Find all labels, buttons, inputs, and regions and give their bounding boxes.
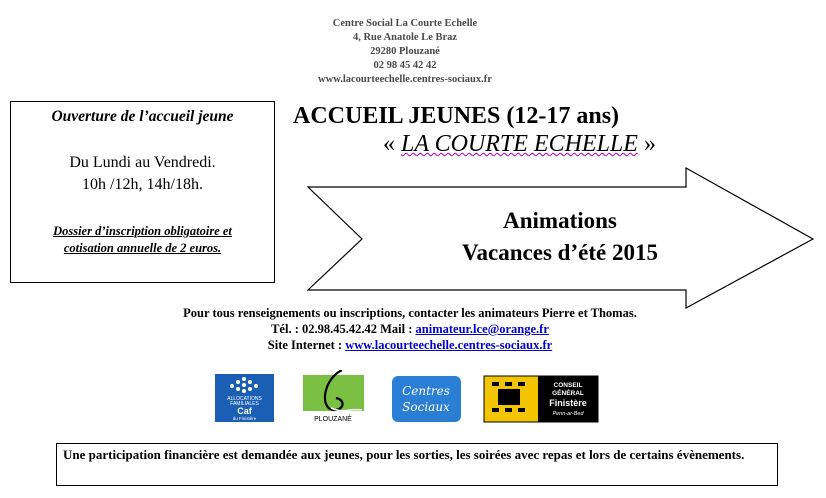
centres-text-2: Sociaux xyxy=(402,400,450,414)
plouzane-text: PLOUZANÉ xyxy=(314,416,352,423)
center-name: LA COURTE ECHELLE xyxy=(401,131,638,157)
tel-mail-label: Tél. : 02.98.45.42.42 Mail : xyxy=(271,322,416,336)
caf-text-2: FAMILIALES xyxy=(230,401,259,407)
org-city: 29280 Plouzané xyxy=(370,46,440,57)
arrow-shape xyxy=(300,165,816,313)
quote-close: » xyxy=(637,131,656,157)
cg-text-4: Penn-ar-Bed xyxy=(552,411,584,417)
page-subtitle xyxy=(383,131,656,158)
contact-site xyxy=(90,337,730,353)
cg-text-3: Finistère xyxy=(549,398,587,408)
opening-hours-title: Ouverture de l’accueil jeune xyxy=(51,108,234,125)
page-title: ACCUEIL JEUNES (12-17 ans) xyxy=(293,103,620,129)
centres-text-1: Centres xyxy=(402,384,450,398)
partner-logos xyxy=(0,370,826,425)
conseil-general-logo xyxy=(484,376,598,422)
email-link[interactable]: animateur.lce@orange.fr xyxy=(415,322,549,336)
caf-logo xyxy=(215,374,274,422)
organization-header xyxy=(250,17,560,87)
cg-text-2: GÉNÉRAL xyxy=(552,390,584,397)
caf-text-name: Caf xyxy=(237,406,252,416)
contact-intro: Pour tous renseignements ou inscriptions, contacter les animateurs Pierre et Thomas. xyxy=(183,306,637,320)
participation-notice xyxy=(56,443,778,486)
org-name: Centre Social La Courte Echelle xyxy=(332,18,478,29)
opening-hours-box xyxy=(10,101,275,283)
quote-open: « xyxy=(383,131,401,157)
caf-text-1: ALLOCATIONS xyxy=(227,396,262,402)
contact-tel-mail xyxy=(90,321,730,337)
cg-text-1: CONSEIL xyxy=(553,382,583,389)
contact-info xyxy=(90,305,730,353)
centres-sociaux-logo xyxy=(392,376,461,422)
registration-note-line1: Dossier d’inscription obligatoire et xyxy=(53,224,232,238)
plouzane-logo xyxy=(303,370,364,423)
registration-note-line2: cotisation annuelle de 2 euros. xyxy=(63,241,222,255)
org-website: www.lacourteechelle.centres-sociaux.fr xyxy=(318,74,492,85)
arrow-text-season: Vacances d’été 2015 xyxy=(462,240,658,265)
website-link[interactable]: www.lacourteechelle.centres-sociaux.fr xyxy=(345,338,553,352)
arrow-text-animations: Animations xyxy=(503,208,617,233)
participation-text: Une participation financière est demandée aux jeunes, pour les sorties, les soirées avec repas et lors de certains évènements. xyxy=(63,447,745,462)
org-phone: 02 98 45 42 42 xyxy=(373,60,437,71)
caf-text-region: du Finistère xyxy=(232,416,257,421)
site-label: Site Internet : xyxy=(267,338,346,352)
registration-note xyxy=(11,223,274,257)
opening-times: 10h /12h, 14h/18h. xyxy=(82,176,203,193)
opening-days: Du Lundi au Vendredi. xyxy=(69,154,216,171)
org-street: 4, Rue Anatole Le Braz xyxy=(352,32,458,43)
